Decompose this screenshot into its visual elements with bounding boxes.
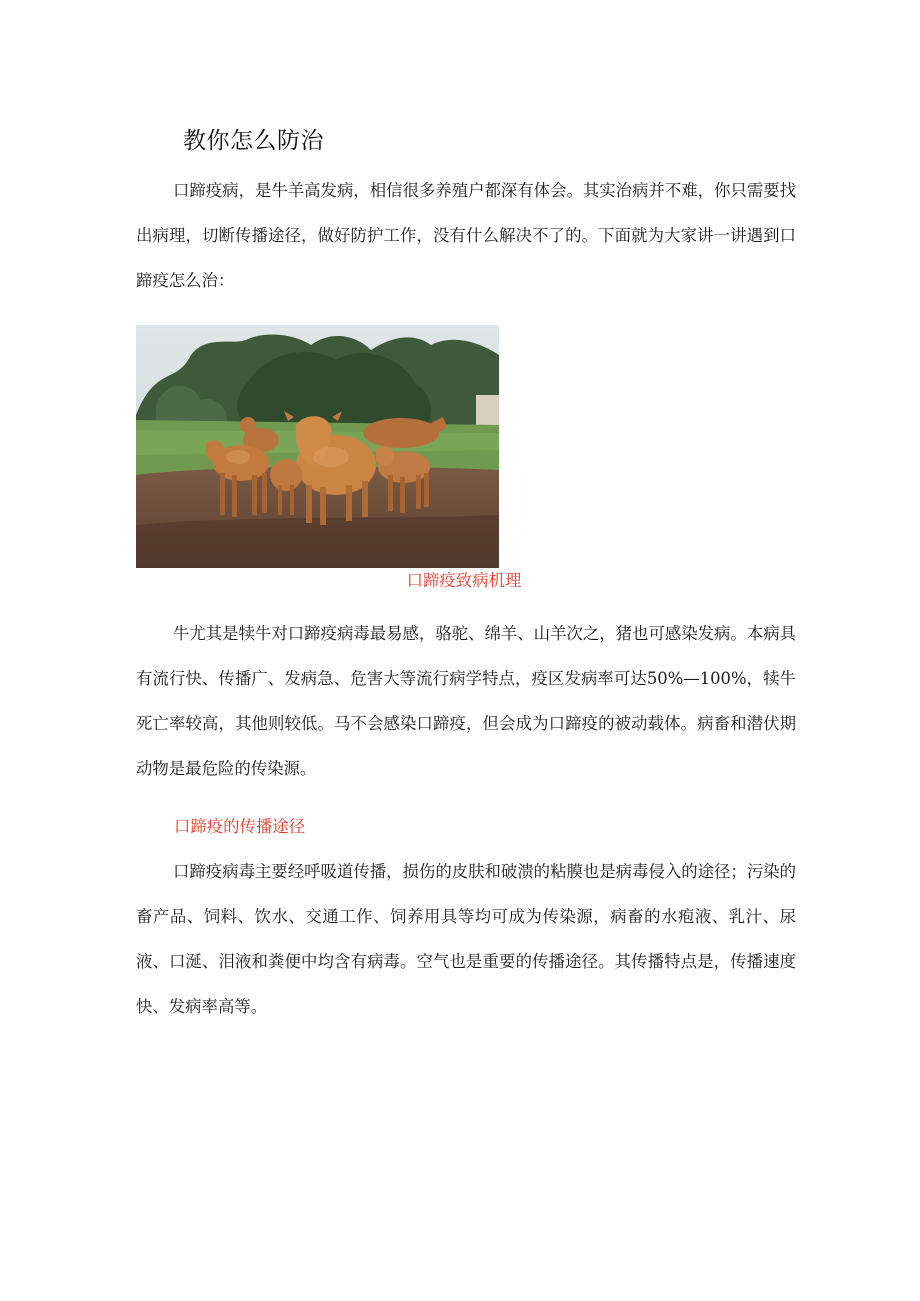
- image-caption-text: 口蹄疫致病机理: [406, 571, 522, 590]
- section-heading-transmission: 口蹄疫的传播途径: [174, 817, 306, 836]
- transmission-paragraph: 口蹄疫病毒主要经呼吸道传播，损伤的皮肤和破溃的粘膜也是病毒侵入的途径；污染的畜产品、饲料、饮水、交通工作、饲养用具等均可成为传染源，病畜的水疱液、乳汁、尿液、口涎、泪液和粪便中均含有病毒。空气也是重要的传播途径。其传播特点是，传播速度快、发病率高等。: [136, 862, 796, 1016]
- cattle-photo-illustration: [136, 325, 499, 568]
- cattle-photo: [136, 325, 499, 568]
- image-caption: [0, 566, 920, 596]
- page-title: 教你怎么防治: [183, 128, 324, 154]
- pathology-paragraph: 牛尤其是犊牛对口蹄疫病毒最易感，骆驼、绵羊、山羊次之，猪也可感染发病。本病具有流行快、传播广、发病急、危害大等流行病学特点，疫区发病率可达50%—100%，犊牛死亡率较高，其他则较低。马不会感染口蹄疫，但会成为口蹄疫的被动载体。病畜和潜伏期动物是最危险的传染源。: [136, 624, 796, 778]
- intro-paragraph: 口蹄疫病，是牛羊高发病，相信很多养殖户都深有体会。其实治病并不难，你只需要找出病理，切断传播途径，做好防护工作，没有什么解决不了的。下面就为大家讲一讲遇到口蹄疫怎么治：: [136, 181, 796, 290]
